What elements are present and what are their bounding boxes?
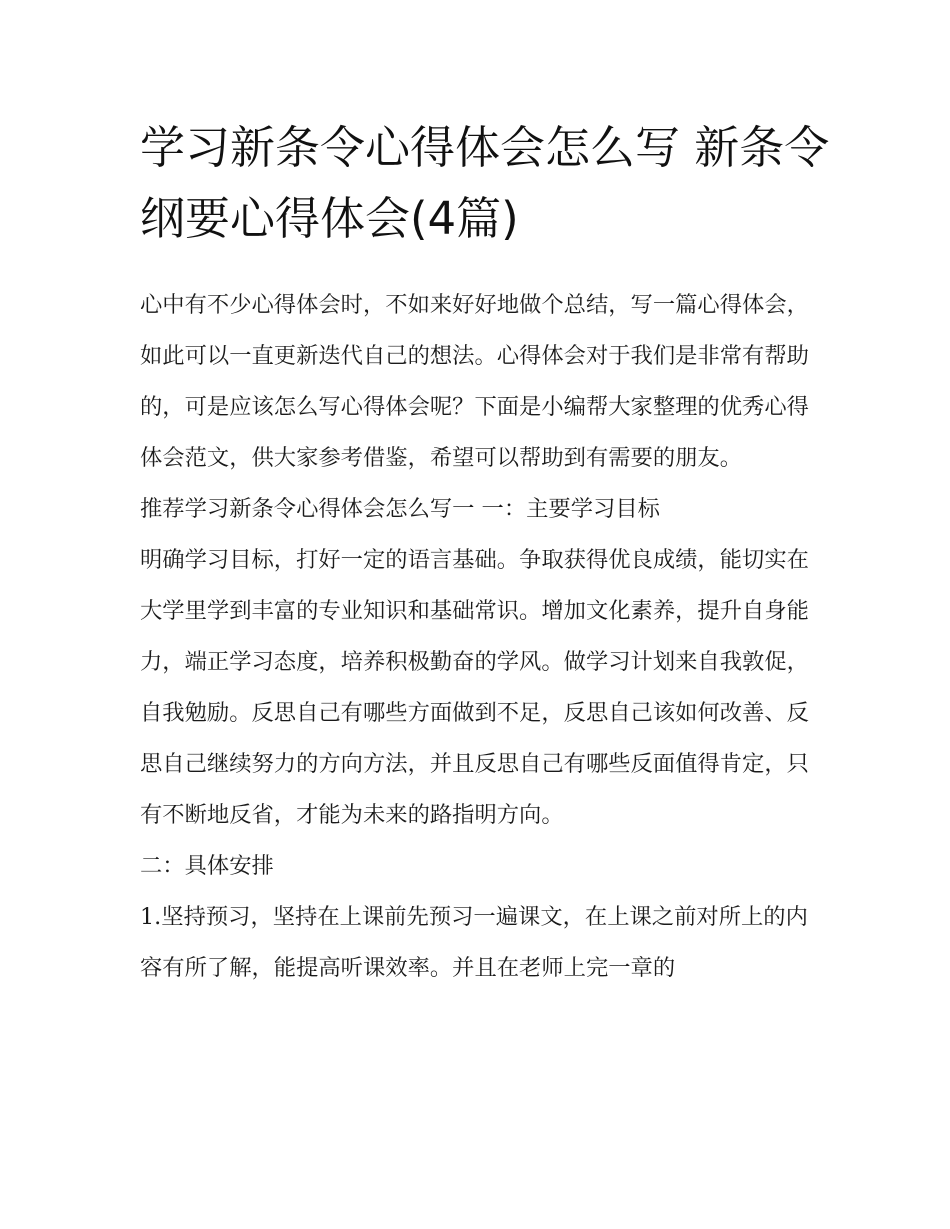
- intro-paragraph: 心中有不少心得体会时，不如来好好地做个总结，写一篇心得体会，如此可以一直更新迭代自己的想法。心得体会对于我们是非常有帮助的，可是应该怎么写心得体会呢？下面是小编帮大家整理的优秀心得体会范文，供大家参考借鉴，希望可以帮助到有需要的朋友。: [140, 292, 809, 471]
- document-body: [140, 280, 820, 994]
- plan-item-1: 1.坚持预习，坚持在上课前先预习一遍课文，在上课之前对所上的内容有所了解，能提高听课效率。并且在老师上完一章的: [140, 904, 808, 981]
- goals-paragraph: 明确学习目标，打好一定的语言基础。争取获得优良成绩，能切实在大学里学到丰富的专业知识和基础常识。增加文化素养，提升自身能力，端正学习态度，培养积极勤奋的学风。做学习计划来自我敦促，自我勉励。反思自己有哪些方面做到不足，反思自己该如何改善、反思自己继续努力的方向方法，并且反思自己有哪些反面值得肯定，只有不断地反省，才能为未来的路指明方向。: [140, 547, 809, 828]
- section-heading-2: 二：具体安排: [140, 853, 274, 879]
- section-heading-1: 推荐学习新条令心得体会怎么写一 一：主要学习目标: [140, 496, 660, 522]
- document-title: 学习新条令心得体会怎么写 新条令纲要心得体会(4篇): [140, 121, 830, 245]
